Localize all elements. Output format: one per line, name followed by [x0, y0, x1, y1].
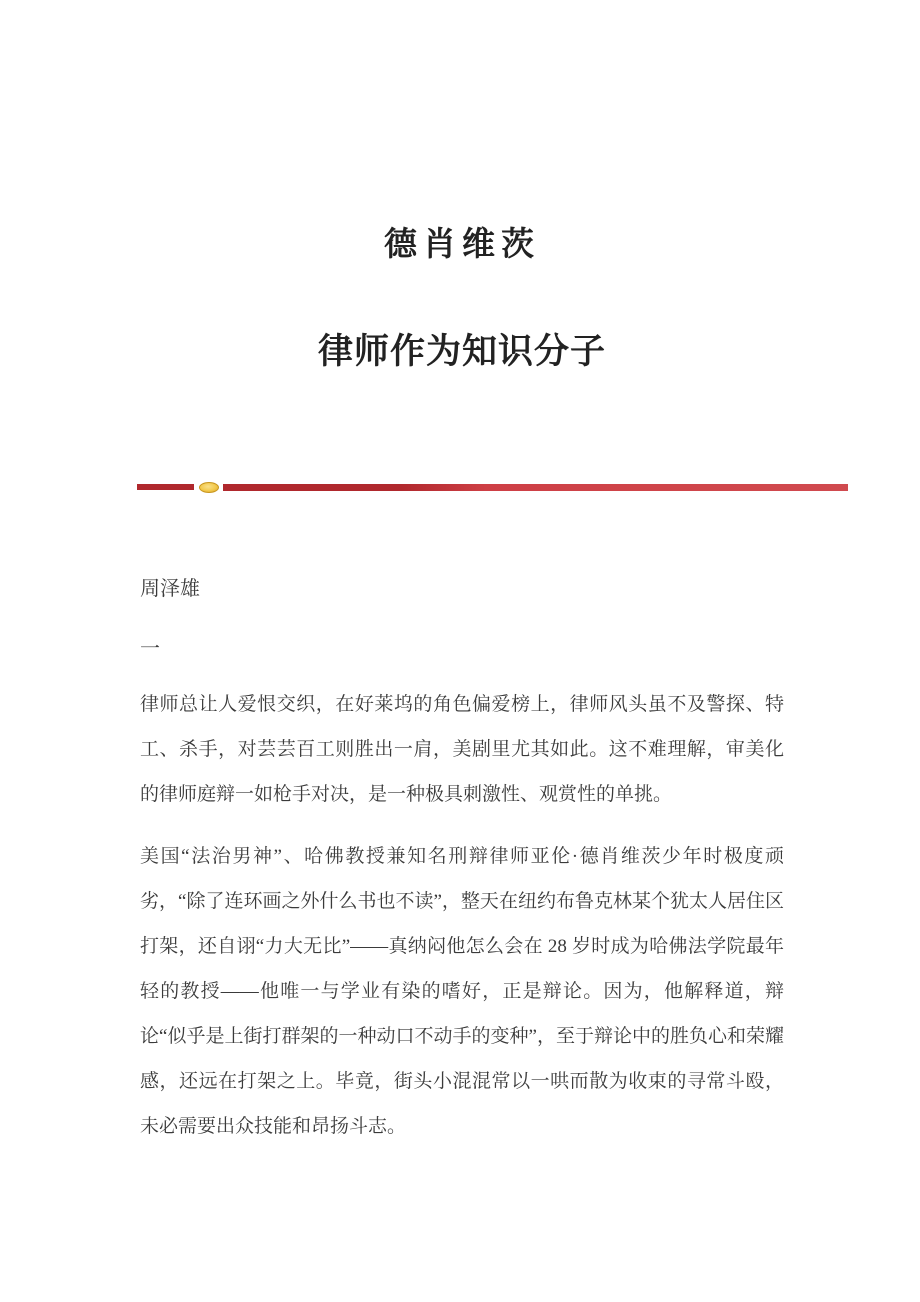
divider-right-segment — [223, 484, 848, 491]
document-body — [140, 682, 784, 1166]
title-divider — [137, 482, 848, 493]
document-title: 德肖维茨 — [384, 227, 540, 263]
divider-left-segment — [137, 484, 194, 490]
body-paragraph: 律师总让人爱恨交织，在好莱坞的角色偏爱榜上，律师风头虽不及警探、特工、杀手，对芸芸百工则胜出一肩，美剧里尤其如此。这不难理解，审美化的律师庭辩一如枪手对决，是一种极具刺激性、观赏性的单挑。 — [140, 694, 784, 805]
body-paragraph: 美国“法治男神”、哈佛教授兼知名刑辩律师亚伦·德肖维茨少年时极度顽劣，“除了连环画之外什么书也不读”，整天在纽约布鲁克林某个犹太人居住区打架，还自诩“力大无比”——真纳闷他怎么会在 28 岁时成为哈佛法学院最年轻的教授——他唯一与学业有染的嗜好，正是辩论。因为，他解释道，辩论“似乎是上街打群架的一种动口不动手的变种”，至于辩论中的胜负心和荣耀感，还远在打架之上。毕竟，街头小混混常以一哄而散为收束的寻常斗殴，未必需要出众技能和昂扬斗志。 — [140, 846, 784, 1137]
section-number: 一 — [140, 638, 160, 660]
author-name: 周泽雄 — [140, 578, 200, 600]
document-subtitle: 律师作为知识分子 — [317, 332, 606, 371]
divider-ellipse-ornament — [199, 482, 219, 493]
